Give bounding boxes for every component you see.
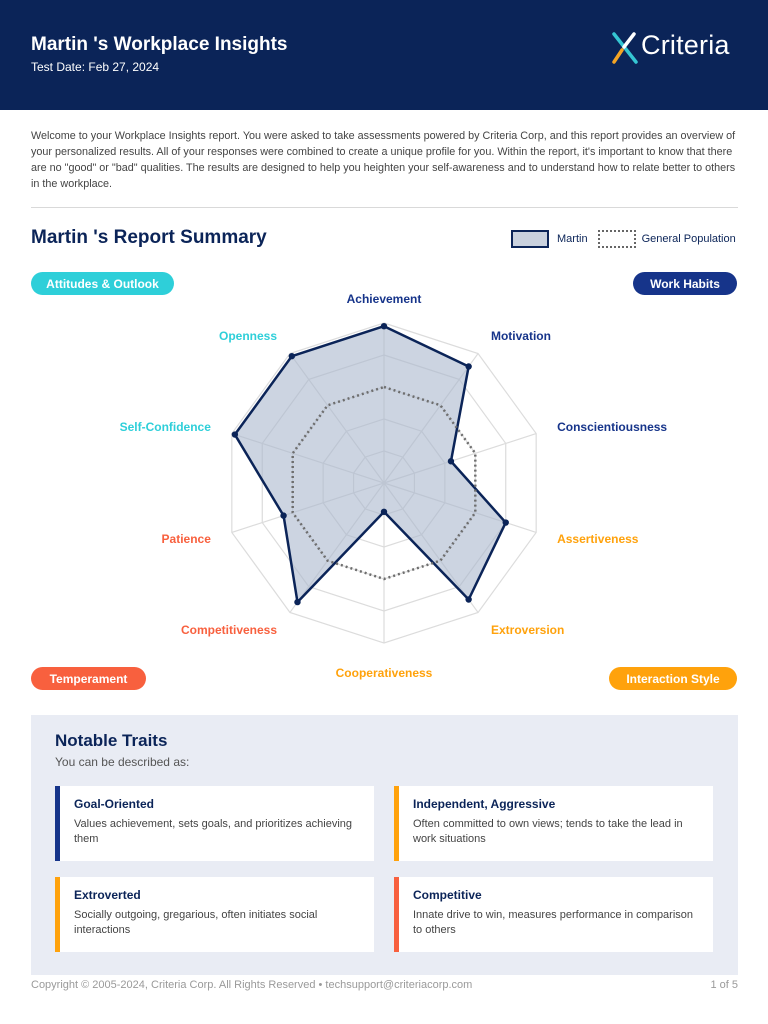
radar-label-conscientiousness: Conscientiousness [557, 419, 668, 434]
radar-point-cooperativeness [381, 509, 387, 515]
footer-page-number: 1 of 5 [710, 979, 738, 991]
page-title: Martin 's Workplace Insights [31, 34, 288, 55]
notable-traits-title: Notable Traits [55, 731, 168, 750]
radar-label-self-confidence: Self-Confidence [119, 419, 211, 434]
category-interaction-badge: Interaction Style [609, 667, 737, 690]
trait-title: Competitive [413, 888, 482, 902]
radar-label-extroversion: Extroversion [490, 623, 565, 638]
trait-description: Values achievement, sets goals, and prioritizes achieving them [74, 818, 353, 845]
radar-point-assertiveness [503, 519, 509, 525]
radar-point-motivation [465, 363, 471, 369]
category-work-habits-badge: Work Habits [633, 272, 737, 295]
trait-title: Extroverted [74, 888, 141, 902]
radar-point-extroversion [465, 596, 471, 602]
trait-card [55, 786, 374, 861]
trait-description: Often committed to own views; tends to take the lead in work situations [413, 818, 683, 845]
notable-traits-subtitle: You can be described as: [55, 755, 190, 769]
radar-point-achievement [381, 323, 387, 329]
category-temperament-badge: Temperament [31, 667, 146, 690]
trait-accent-bar [394, 786, 399, 861]
radar-point-competitiveness [294, 599, 300, 605]
category-attitudes-badge: Attitudes & Outlook [31, 272, 174, 295]
trait-card [55, 877, 374, 952]
trait-description: Innate drive to win, measures performance in comparison to others [413, 909, 694, 936]
trait-title: Goal-Oriented [74, 797, 155, 811]
radar-label-achievement: Achievement [346, 292, 422, 306]
trait-description: Socially outgoing, gregarious, often initiates social interactions [74, 909, 318, 936]
radar-point-openness [289, 353, 295, 359]
trait-accent-bar [55, 877, 60, 952]
radar-label-motivation: Motivation [490, 328, 551, 343]
notable-traits-panel [31, 715, 738, 975]
intro-text: Welcome to your Workplace Insights report. You were asked to take assessments powered by Criteria Corp, and this report provides an overview of your personalized results. All of your responses were combined to create a unique profile for you. Within the report, it's important to know that there are no "good" or "bad" qualities. The results are designed to help you heighten your self-awareness and to understand how to relate better to others in the workplace. [31, 130, 736, 190]
radar-point-self-confidence [232, 431, 238, 437]
trait-accent-bar [394, 877, 399, 952]
radar-series-martin [235, 326, 506, 602]
radar-point-patience [280, 512, 286, 518]
trait-card [394, 877, 713, 952]
radar-label-cooperativeness: Cooperativeness [335, 666, 433, 680]
test-date: Test Date: Feb 27, 2024 [31, 60, 160, 74]
radar-label-competitiveness: Competitiveness [180, 623, 278, 638]
footer-copyright: Copyright © 2005-2024, Criteria Corp. All Rights Reserved • techsupport@criteriacorp.com [31, 979, 473, 991]
radar-point-conscientiousness [448, 458, 454, 464]
legend-label-population: General Population [641, 233, 736, 245]
logo-text: Criteria [641, 30, 730, 60]
radar-series [232, 323, 509, 605]
radar-label-patience: Patience [161, 532, 211, 547]
trait-title: Independent, Aggressive [413, 797, 556, 811]
trait-accent-bar [55, 786, 60, 861]
report-summary-title: Martin 's Report Summary [31, 227, 267, 248]
legend-label-person: Martin [557, 233, 588, 245]
radar-label-openness: Openness [218, 328, 278, 343]
trait-card [394, 786, 713, 861]
radar-label-assertiveness: Assertiveness [557, 532, 639, 547]
